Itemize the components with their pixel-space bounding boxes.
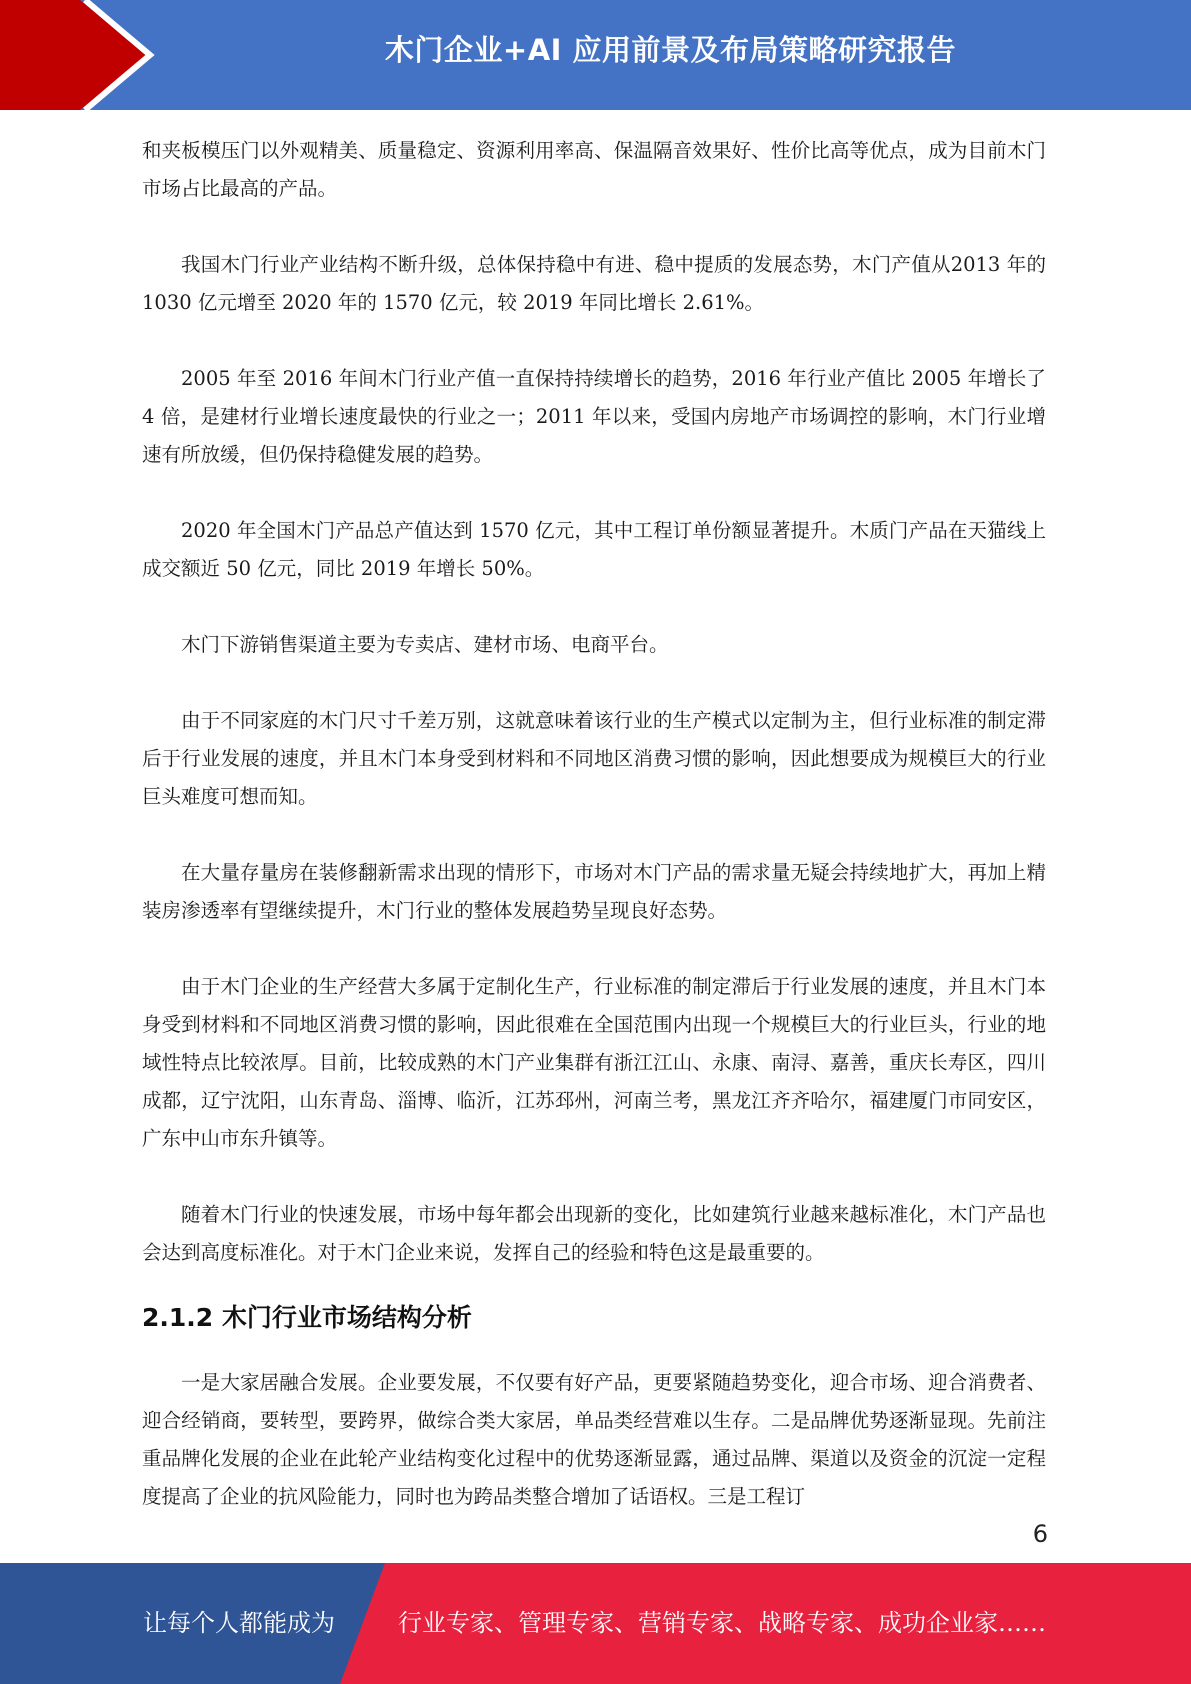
section-heading: 2.1.2 木门行业市场结构分析 (142, 1303, 472, 1332)
paragraph-6: 由于不同家庭的木门尺寸千差万别，这就意味着该行业的生产模式以定制为主，但行业标准的制定滞后于行业发展的速度，并且木门本身受到材料和不同地区消费习惯的影响，因此想要成为规模巨大的行业巨头难度可想而知。 (142, 709, 1046, 808)
page-body (142, 132, 1046, 1516)
footer-band (0, 1563, 1191, 1684)
footer-slogan-right: 行业专家、管理专家、营销专家、战略专家、成功企业家…… (398, 1609, 1046, 1637)
paragraph-2: 我国木门行业产业结构不断升级，总体保持稳中有进、稳中提质的发展态势，木门产值从2013 年的 1030 亿元增至 2020 年的 1570 亿元，较 2019 年同比增长 2.61%。 (142, 253, 1046, 314)
footer-slogan-left: 让每个人都能成为 (143, 1609, 335, 1637)
page-number: 6 (1032, 1520, 1048, 1548)
paragraph-5: 木门下游销售渠道主要为专卖店、建材市场、电商平台。 (181, 633, 669, 656)
paragraph-1: 和夹板模压门以外观精美、质量稳定、资源利用率高、保温隔音效果好、性价比高等优点，成为目前木门市场占比最高的产品。 (142, 139, 1046, 200)
section-paragraph: 一是大家居融合发展。企业要发展，不仅要有好产品，更要紧随趋势变化，迎合市场、迎合消费者、迎合经销商，要转型，要跨界，做综合类大家居，单品类经营难以生存。二是品牌优势逐渐显现。先前注重品牌化发展的企业在此轮产业结构变化过程中的优势逐渐显露，通过品牌、渠道以及资金的沉淀一定程度提高了企业的抗风险能力，同时也为跨品类整合增加了话语权。三是工程订 (142, 1371, 1046, 1508)
paragraph-8: 由于木门企业的生产经营大多属于定制化生产，行业标准的制定滞后于行业发展的速度，并且木门本身受到材料和不同地区消费习惯的影响，因此很难在全国范围内出现一个规模巨大的行业巨头，行业的地域性特点比较浓厚。目前，比较成熟的木门产业集群有浙江江山、永康、南浔、嘉善，重庆长寿区，四川成都，辽宁沈阳，山东青岛、淄博、临沂，江苏邳州，河南兰考，黑龙江齐齐哈尔，福建厦门市同安区，广东中山市东升镇等。 (142, 975, 1046, 1150)
paragraph-3: 2005 年至 2016 年间木门行业产值一直保持持续增长的趋势，2016 年行业产值比 2005 年增长了 4 倍，是建材行业增长速度最快的行业之一；2011 年以来，受国内房地产市场调控的影响，木门行业增速有所放缓，但仍保持稳健发展的趋势。 (142, 367, 1046, 466)
paragraph-9: 随着木门行业的快速发展，市场中每年都会出现新的变化，比如建筑行业越来越标准化，木门产品也会达到高度标准化。对于木门企业来说，发挥自己的经验和特色这是最重要的。 (142, 1203, 1046, 1264)
paragraph-4: 2020 年全国木门产品总产值达到 1570 亿元，其中工程订单份额显著提升。木质门产品在天猫线上成交额近 50 亿元，同比 2019 年增长 50%。 (142, 519, 1046, 580)
paragraph-7: 在大量存量房在装修翻新需求出现的情形下，市场对木门产品的需求量无疑会持续地扩大，再加上精装房渗透率有望继续提升，木门行业的整体发展趋势呈现良好态势。 (142, 861, 1046, 922)
report-title: 木门企业+AI 应用前景及布局策略研究报告 (384, 33, 957, 67)
header-arrow-icon (0, 0, 160, 110)
header-band (0, 0, 1191, 110)
